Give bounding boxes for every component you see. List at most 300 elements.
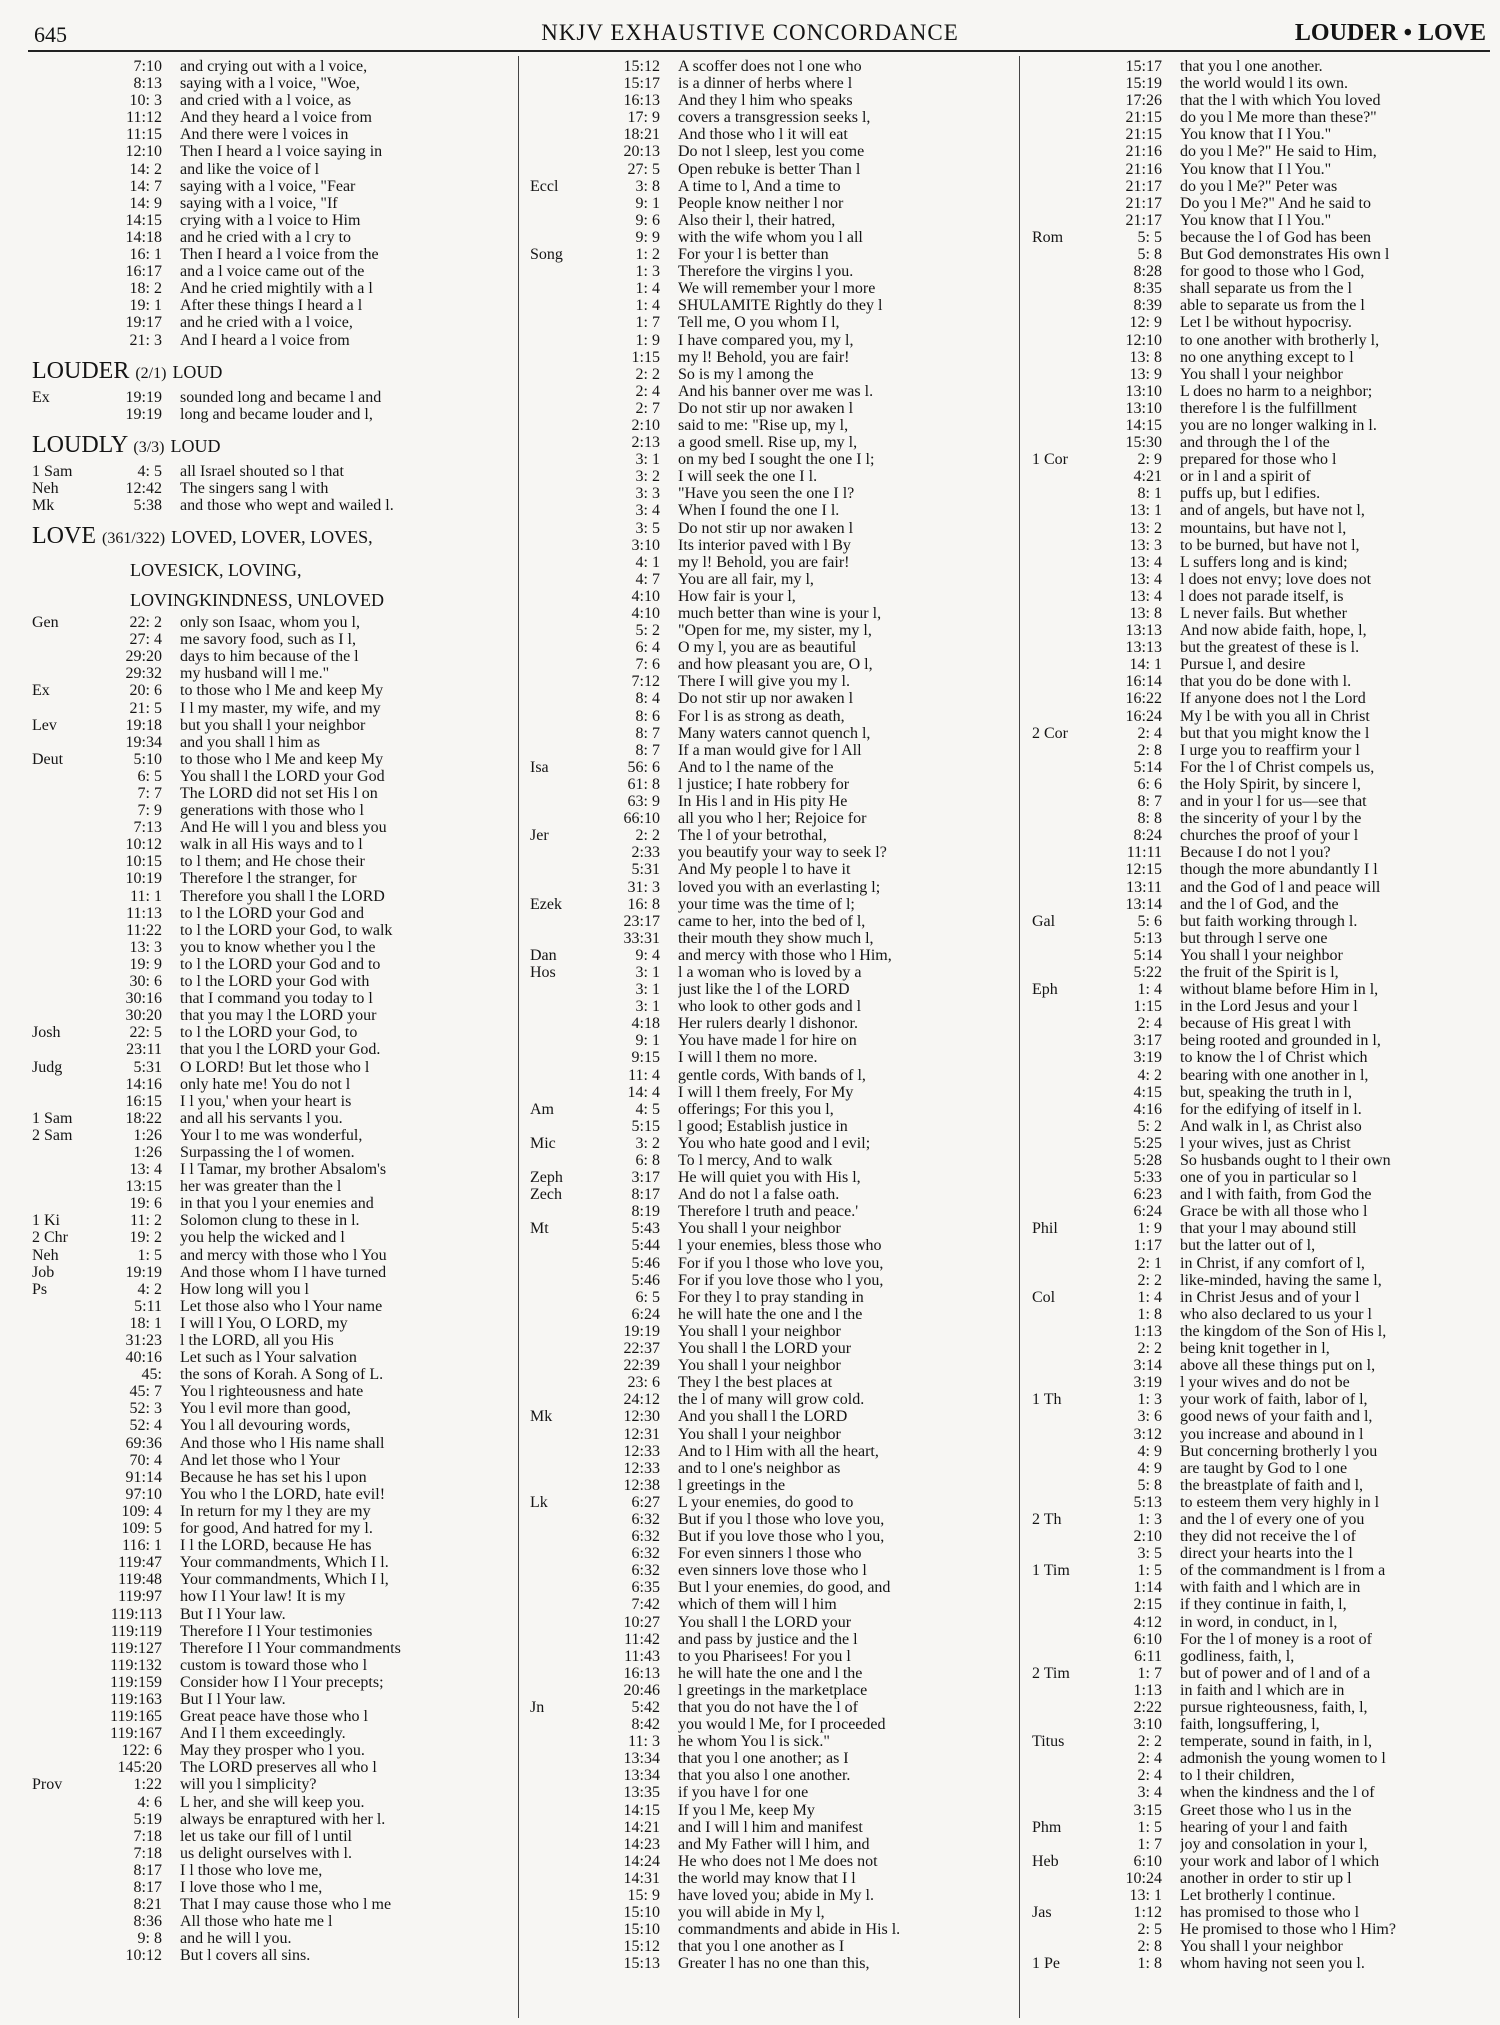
context-line: Because he has set his l upon — [180, 1468, 367, 1486]
verse-reference: 5: 2 — [635, 622, 660, 640]
context-line: good news of your faith and l, — [1180, 1408, 1373, 1426]
context-line: l your enemies, bless those who — [678, 1237, 882, 1255]
context-line: how I l Your law! It is my — [180, 1588, 346, 1606]
book-abbrev — [1032, 126, 1096, 143]
book-abbrev — [1032, 520, 1096, 537]
entry-row — [1032, 1733, 1500, 1750]
book-abbrev — [32, 1930, 96, 1947]
entry-row — [32, 1554, 512, 1571]
book-abbrev — [1032, 605, 1096, 622]
verse-reference: 20: 6 — [129, 682, 162, 700]
book-abbrev — [530, 1426, 594, 1443]
book-abbrev — [32, 1537, 96, 1554]
book-abbrev — [530, 1579, 594, 1596]
book-abbrev — [1032, 109, 1096, 126]
book-abbrev — [530, 1084, 594, 1101]
headword-count: (3/3) — [133, 438, 165, 456]
book-abbrev — [530, 639, 594, 656]
verse-reference: 16:13 — [623, 92, 660, 110]
context-line: generations with those who l — [180, 802, 364, 820]
verse-reference: 19: 1 — [129, 297, 162, 315]
book-abbrev — [530, 930, 594, 947]
context-line: came to her, into the bed of l, — [678, 912, 866, 930]
book-abbrev — [1032, 1545, 1096, 1562]
context-line: and all his servants l you. — [180, 1109, 343, 1127]
entry-row — [530, 588, 1012, 605]
page-header — [0, 0, 1500, 52]
context-line: my l! Behold, you are fair! — [678, 348, 850, 366]
context-line: for good to those who l God, — [1180, 263, 1365, 281]
verse-reference: 1: 7 — [635, 314, 660, 332]
entry-row — [530, 314, 1012, 331]
context-line: He will quiet you with His l, — [678, 1169, 861, 1187]
context-line: my husband will l me." — [180, 665, 330, 683]
context-line: Let l be without hypocrisy. — [1180, 314, 1352, 332]
verse-reference: 3: 6 — [1137, 1408, 1162, 1426]
context-line: in faith and l which are in — [1180, 1681, 1345, 1699]
book-abbrev — [1032, 1186, 1096, 1203]
book-abbrev — [32, 1606, 96, 1623]
entry-row — [530, 229, 1012, 246]
book-abbrev: 2 Cor — [1032, 724, 1068, 742]
context-line: L does no harm to a neighbor; — [1180, 382, 1373, 400]
entry-row — [32, 314, 512, 331]
book-abbrev — [530, 1631, 594, 1648]
book-abbrev: 2 Chr — [32, 1229, 68, 1247]
verse-reference: 2: 4 — [635, 382, 660, 400]
context-line: without blame before Him in l, — [1180, 981, 1379, 999]
context-line: when the kindness and the l of — [1180, 1784, 1375, 1802]
verse-reference: 1:14 — [1133, 1579, 1162, 1597]
entry-row — [530, 1306, 1012, 1323]
entry-row — [530, 1631, 1012, 1648]
context-line: Your l to me was wonderful, — [180, 1126, 363, 1144]
entry-row — [1032, 1032, 1500, 1049]
book-abbrev — [530, 588, 594, 605]
book-abbrev — [32, 1571, 96, 1588]
book-abbrev — [530, 1716, 594, 1733]
book-abbrev — [1032, 1494, 1096, 1511]
context-line: You l evil more than good, — [180, 1400, 351, 1418]
book-abbrev — [530, 1477, 594, 1494]
entry-row — [1032, 605, 1500, 622]
book-abbrev — [530, 1733, 594, 1750]
context-line: me savory food, such as I l, — [180, 631, 356, 649]
context-line: Therefore the virgins l you. — [678, 263, 854, 281]
entry-row — [32, 1845, 512, 1862]
entry-row — [530, 810, 1012, 827]
headword-count: (361/322) — [101, 530, 166, 548]
context-line: just like the l of the LORD — [678, 981, 850, 999]
book-abbrev — [1032, 1648, 1096, 1665]
context-line: But concerning brotherly l you — [1180, 1442, 1378, 1460]
verse-reference: 13: 3 — [1129, 536, 1162, 554]
book-abbrev — [32, 178, 96, 195]
entry-row — [32, 939, 512, 956]
verse-reference: 2: 1 — [1137, 1254, 1162, 1272]
context-line: your time was the time of l; — [678, 895, 855, 913]
entry-row — [32, 161, 512, 178]
book-abbrev — [32, 1452, 96, 1469]
entry-row — [1032, 1374, 1500, 1391]
entry-row — [32, 1708, 512, 1725]
verse-reference: 4: 2 — [1137, 1066, 1162, 1084]
context-line: being knit together in l, — [1180, 1340, 1330, 1358]
context-line: But l your enemies, do good, and — [678, 1579, 891, 1597]
context-line: You shall l your neighbor — [678, 1425, 841, 1443]
entry-row — [1032, 143, 1500, 160]
context-line: will you l simplicity? — [180, 1776, 317, 1794]
book-abbrev — [1032, 1682, 1096, 1699]
entry-row — [530, 1596, 1012, 1613]
context-line: and he will l you. — [180, 1930, 292, 1948]
headword-related-line — [32, 584, 512, 614]
entry-row — [530, 690, 1012, 707]
book-abbrev: Mt — [530, 1220, 549, 1238]
context-line: or in l and a spirit of — [1180, 468, 1311, 486]
context-line: Your commandments, Which I l, — [180, 1571, 389, 1589]
entry-row — [1032, 1750, 1500, 1767]
verse-reference: 66:10 — [623, 810, 660, 828]
context-line: the sons of Korah. A Song of L. — [180, 1366, 384, 1384]
context-line: only son Isaac, whom you l, — [180, 614, 360, 632]
entry-row — [1032, 1767, 1500, 1784]
verse-reference: 19: 2 — [129, 1229, 162, 1247]
entry-row — [32, 389, 512, 406]
verse-reference: 6:10 — [1133, 1630, 1162, 1648]
entry-row — [530, 1733, 1012, 1750]
headword-block — [32, 521, 512, 554]
entry-row — [1032, 1101, 1500, 1118]
book-abbrev — [1032, 246, 1096, 263]
verse-reference: 1:26 — [133, 1143, 162, 1161]
entry-row — [1032, 1443, 1500, 1460]
context-line: walk in all His ways and to l — [180, 836, 363, 854]
verse-reference: 1: 4 — [1137, 1288, 1162, 1306]
book-abbrev — [530, 1203, 594, 1220]
entry-row — [530, 434, 1012, 451]
verse-reference: 21:17 — [1125, 211, 1162, 229]
verse-reference: 5:28 — [1133, 1152, 1162, 1169]
verse-reference: 4: 6 — [137, 1793, 162, 1811]
context-line: I l the LORD, because He has — [180, 1537, 372, 1555]
entry-row — [530, 1648, 1012, 1665]
verse-reference: 8: 6 — [635, 707, 660, 725]
verse-reference: 13: 4 — [1129, 587, 1162, 605]
book-abbrev: Titus — [1032, 1733, 1065, 1751]
verse-reference: 18: 2 — [129, 280, 162, 298]
verse-reference: 1: 2 — [635, 246, 660, 264]
book-abbrev — [530, 1614, 594, 1631]
book-abbrev — [530, 1665, 594, 1682]
book-abbrev: Dan — [530, 946, 557, 964]
context-line: You are all fair, my l, — [678, 570, 814, 588]
context-line: long and became louder and l, — [180, 405, 373, 423]
verse-reference: 16:13 — [623, 1664, 660, 1682]
book-abbrev — [1032, 75, 1096, 92]
verse-reference: 4:12 — [1133, 1613, 1162, 1631]
context-line: For even sinners l those who — [678, 1545, 862, 1563]
verse-reference: 11: 4 — [628, 1066, 660, 1084]
entry-row — [530, 263, 1012, 280]
book-abbrev — [32, 332, 96, 349]
verse-reference: 3:12 — [1133, 1425, 1162, 1443]
entry-row — [32, 1110, 512, 1127]
entry-row — [32, 92, 512, 109]
entry-row — [1032, 554, 1500, 571]
context-line: the fruit of the Spirit is l, — [1180, 963, 1339, 981]
entry-row — [1032, 844, 1500, 861]
verse-reference: 3:17 — [631, 1169, 660, 1187]
verse-reference: 14:15 — [1125, 416, 1162, 434]
context-line: the world may know that I l — [678, 1869, 856, 1887]
context-line: but faith working through l. — [1180, 912, 1358, 930]
book-abbrev — [1032, 1118, 1096, 1135]
context-line: another in order to stir up l — [1180, 1869, 1352, 1887]
context-line: L never fails. But whether — [1180, 605, 1347, 622]
entry-row — [32, 717, 512, 734]
verse-reference: 91:14 — [125, 1468, 162, 1486]
entry-row — [32, 1281, 512, 1298]
entry-row — [530, 571, 1012, 588]
verse-reference: 12:33 — [623, 1442, 660, 1460]
book-abbrev — [1032, 1921, 1096, 1938]
verse-reference: 145:20 — [117, 1759, 162, 1777]
context-line: and My Father will l him, and — [678, 1835, 870, 1853]
verse-reference: 6: 8 — [635, 1152, 660, 1169]
verse-reference: 14: 1 — [1129, 656, 1162, 674]
context-line: And do not l a false oath. — [678, 1186, 840, 1204]
context-line: to those who l Me and keep My — [180, 750, 384, 768]
book-abbrev — [1032, 1699, 1096, 1716]
context-line: let us take our fill of l until — [180, 1827, 352, 1845]
verse-reference: 2:10 — [631, 416, 660, 434]
book-abbrev — [32, 1845, 96, 1862]
entry-row — [32, 1366, 512, 1383]
verse-reference: 2: 4 — [1137, 1767, 1162, 1785]
context-line: I will l You, O LORD, my — [180, 1314, 348, 1332]
verse-reference: 13:15 — [125, 1178, 162, 1196]
entry-row — [530, 1237, 1012, 1254]
entry-row — [1032, 1135, 1500, 1152]
verse-reference: 27: 5 — [627, 160, 660, 178]
book-abbrev — [530, 1032, 594, 1049]
book-abbrev — [530, 109, 594, 126]
book-abbrev — [530, 417, 594, 434]
context-line: only hate me! You do not l — [180, 1075, 351, 1093]
book-abbrev — [530, 1460, 594, 1477]
entry-row — [530, 1272, 1012, 1289]
page-title: NKJV EXHAUSTIVE CONCORDANCE — [541, 20, 959, 45]
verse-reference: 19:19 — [125, 1263, 162, 1281]
book-abbrev: Eccl — [530, 177, 559, 195]
verse-reference: 5:22 — [1133, 963, 1162, 981]
book-abbrev — [1032, 639, 1096, 656]
verse-reference: 11: 1 — [130, 887, 162, 905]
book-abbrev — [32, 734, 96, 751]
book-abbrev — [32, 1349, 96, 1366]
book-abbrev — [530, 725, 594, 742]
verse-reference: 45: — [141, 1366, 162, 1384]
entry-row — [530, 178, 1012, 195]
entry-row — [1032, 1203, 1500, 1220]
verse-reference: 9: 4 — [635, 946, 660, 964]
entry-row — [32, 463, 512, 480]
book-abbrev — [530, 1938, 594, 1955]
verse-reference: 30:16 — [125, 990, 162, 1008]
entry-row — [32, 1486, 512, 1503]
entry-row — [1032, 1426, 1500, 1443]
verse-reference: 2: 4 — [1137, 1750, 1162, 1768]
book-abbrev — [1032, 1716, 1096, 1733]
book-abbrev — [32, 990, 96, 1007]
context-line: So is my l among the — [678, 365, 814, 383]
context-line: And I heard a l voice from — [180, 331, 350, 349]
context-line: to one another with brotherly l, — [1180, 331, 1380, 349]
book-abbrev — [32, 109, 96, 126]
book-abbrev — [530, 1255, 594, 1272]
book-abbrev — [530, 1340, 594, 1357]
book-abbrev — [1032, 1596, 1096, 1613]
context-line: covers a transgression seeks l, — [678, 109, 871, 127]
entry-row — [32, 332, 512, 349]
book-abbrev — [32, 1178, 96, 1195]
verse-reference: 109: 5 — [121, 1520, 162, 1538]
book-abbrev: 2 Tim — [1032, 1664, 1070, 1682]
book-abbrev — [32, 92, 96, 109]
verse-reference: 13: 8 — [1129, 605, 1162, 622]
entry-row — [1032, 1904, 1500, 1921]
context-line: like-minded, having the same l, — [1180, 1271, 1382, 1289]
context-line: and the l of God, and the — [1180, 895, 1339, 913]
verse-reference: 10:12 — [125, 836, 162, 854]
verse-reference: 16:24 — [1125, 707, 1162, 725]
context-line: I have compared you, my l, — [678, 331, 854, 349]
book-abbrev — [1032, 793, 1096, 810]
context-line: saying with a l voice, "Fear — [180, 177, 356, 195]
verse-reference: 40:16 — [125, 1349, 162, 1367]
verse-reference: 13:10 — [1125, 382, 1162, 400]
book-abbrev — [530, 485, 594, 502]
context-line: and those who wept and wailed l. — [180, 496, 394, 514]
book-abbrev — [1032, 1408, 1096, 1425]
book-abbrev — [1032, 1340, 1096, 1357]
context-line: You know that I l You." — [1180, 126, 1332, 144]
book-abbrev — [32, 1503, 96, 1520]
verse-reference: 6:24 — [631, 1305, 660, 1323]
context-line: that you do not have the l of — [678, 1699, 858, 1716]
entry-row — [530, 1528, 1012, 1545]
context-line: and to l one's neighbor as — [678, 1459, 841, 1477]
verse-reference: 119:97 — [118, 1588, 162, 1606]
verse-reference: 119:132 — [110, 1656, 162, 1674]
context-line: Do you l Me?" And he said to — [1180, 194, 1371, 212]
verse-reference: 2:22 — [1133, 1699, 1162, 1716]
context-line: who look to other gods and l — [678, 998, 862, 1016]
headword: LOVE — [32, 523, 96, 550]
verse-reference: 3:19 — [1133, 1374, 1162, 1392]
context-line: has promised to those who l — [1180, 1904, 1360, 1922]
verse-reference: 12:30 — [623, 1408, 660, 1426]
entry-row — [32, 1383, 512, 1400]
entry-row — [1032, 280, 1500, 297]
book-abbrev — [1032, 366, 1096, 383]
book-abbrev — [530, 263, 594, 280]
entry-row — [1032, 1408, 1500, 1425]
book-abbrev — [32, 1862, 96, 1879]
book-abbrev: Jer — [530, 827, 549, 845]
entry-row — [32, 1623, 512, 1640]
entry-row — [32, 1059, 512, 1076]
verse-reference: 13:11 — [1126, 878, 1162, 896]
entry-row — [530, 1682, 1012, 1699]
context-line: my l! Behold, you are fair! — [678, 553, 850, 571]
context-line: whom having not seen you l. — [1180, 1955, 1365, 1973]
context-line: being rooted and grounded in l, — [1180, 1032, 1381, 1050]
verse-reference: 6:27 — [631, 1493, 660, 1511]
verse-reference: 1: 5 — [1137, 1818, 1162, 1836]
book-abbrev — [530, 1152, 594, 1169]
book-abbrev — [1032, 1460, 1096, 1477]
book-abbrev — [32, 700, 96, 717]
verse-reference: 52: 4 — [129, 1417, 162, 1435]
context-line: So husbands ought to l their own — [1180, 1152, 1391, 1169]
book-abbrev — [1032, 861, 1096, 878]
context-line: that you l one another; as I — [678, 1750, 849, 1768]
context-line: L your enemies, do good to — [678, 1493, 854, 1511]
verse-reference: 2: 4 — [1137, 724, 1162, 742]
context-line: l greetings in the — [678, 1476, 786, 1494]
context-line: After these things I heard a l — [180, 297, 363, 315]
context-line: The LORD did not set His l on — [180, 785, 378, 802]
verse-reference: 6: 4 — [635, 639, 660, 657]
entry-row — [32, 1862, 512, 1879]
book-abbrev — [1032, 1938, 1096, 1955]
entry-row — [530, 725, 1012, 742]
book-abbrev — [1032, 1084, 1096, 1101]
verse-reference: 5:44 — [631, 1237, 660, 1255]
verse-reference: 2: 7 — [635, 399, 660, 417]
verse-reference: 9:15 — [631, 1049, 660, 1067]
book-abbrev: Gal — [1032, 912, 1056, 930]
context-line: the kingdom of the Son of His l, — [1180, 1322, 1387, 1340]
entry-row — [1032, 161, 1500, 178]
book-abbrev — [530, 1853, 594, 1870]
book-abbrev — [32, 1486, 96, 1503]
context-line: l good; Establish justice in — [678, 1117, 848, 1135]
verse-reference: 109: 4 — [121, 1502, 162, 1520]
context-line: Greet those who l us in the — [1180, 1801, 1352, 1819]
entry-row — [1032, 810, 1500, 827]
verse-reference: 3:10 — [631, 536, 660, 554]
headword-related: LOVED, LOVER, LOVES, — [171, 527, 373, 548]
context-line: You who hate good and l evil; — [678, 1134, 871, 1152]
entry-row — [530, 417, 1012, 434]
verse-reference: 1: 3 — [1137, 1391, 1162, 1409]
verse-reference: 116: 1 — [122, 1537, 162, 1555]
book-abbrev — [1032, 1255, 1096, 1272]
entry-row — [32, 1400, 512, 1417]
context-line: with the wife whom you l all — [678, 228, 863, 246]
book-abbrev — [530, 1511, 594, 1528]
book-abbrev — [530, 1323, 594, 1340]
book-abbrev — [32, 1674, 96, 1691]
page-number: 645 — [34, 22, 67, 47]
verse-reference: 23: 6 — [627, 1374, 660, 1392]
entry-row — [530, 742, 1012, 759]
entry-row — [1032, 1340, 1500, 1357]
verse-reference: 23:11 — [126, 1041, 162, 1059]
